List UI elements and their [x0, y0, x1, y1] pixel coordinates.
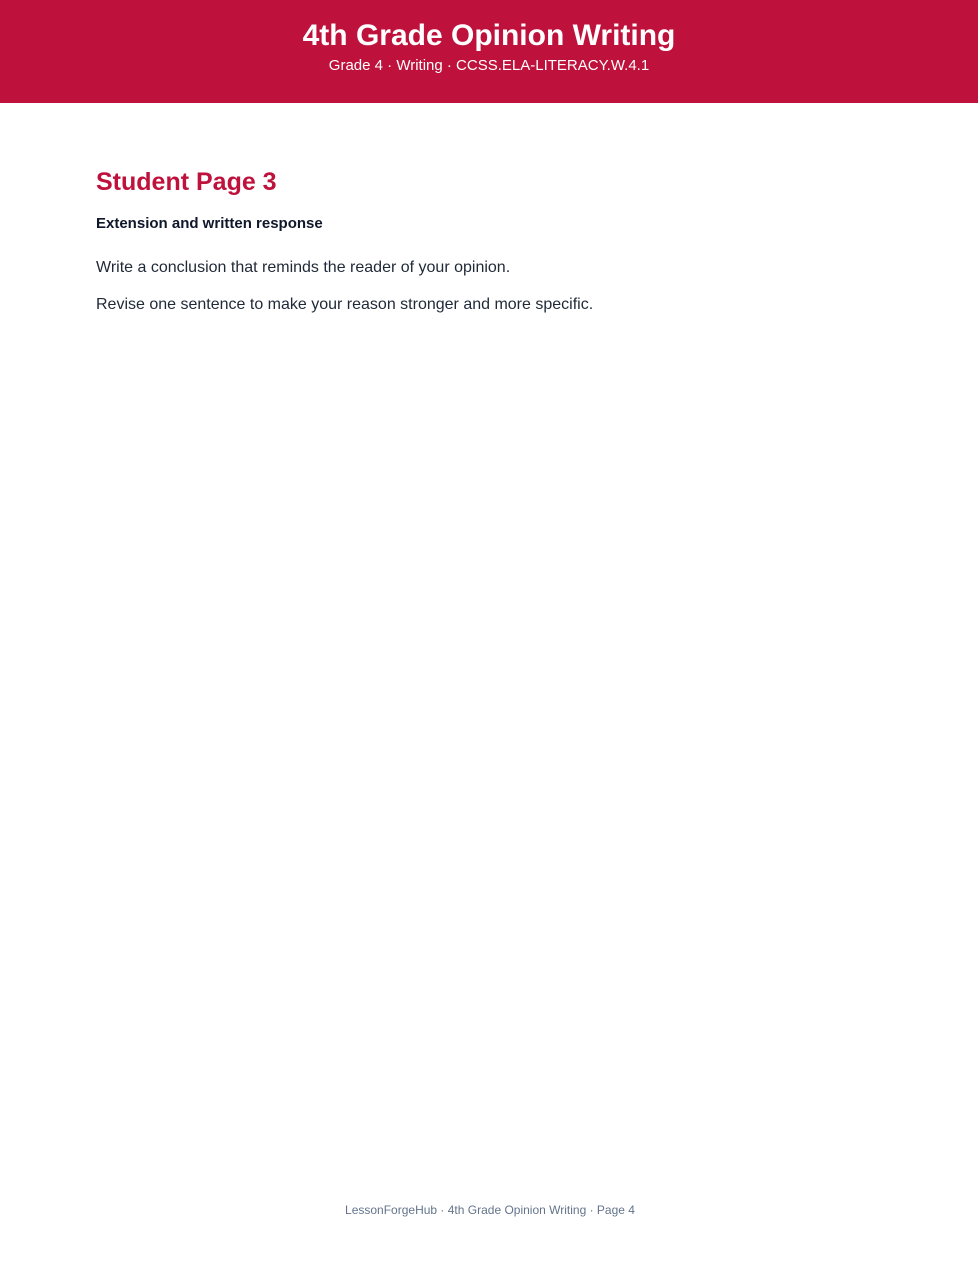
section-subheading: Extension and written response [96, 215, 323, 232]
document-subtitle: Grade 4 · Writing · CCSS.ELA-LITERACY.W.4.1 [328, 57, 650, 74]
instruction-paragraph: Write a conclusion that reminds the reader of your opinion. [96, 259, 511, 276]
page-footer: LessonForgeHub · 4th Grade Opinion Writing · Page 4 [345, 1203, 635, 1217]
instruction-paragraph: Revise one sentence to make your reason stronger and more specific. [96, 296, 594, 313]
page-heading: Student Page 3 [96, 168, 277, 196]
header-banner [0, 0, 978, 103]
document-title: 4th Grade Opinion Writing [302, 19, 676, 52]
